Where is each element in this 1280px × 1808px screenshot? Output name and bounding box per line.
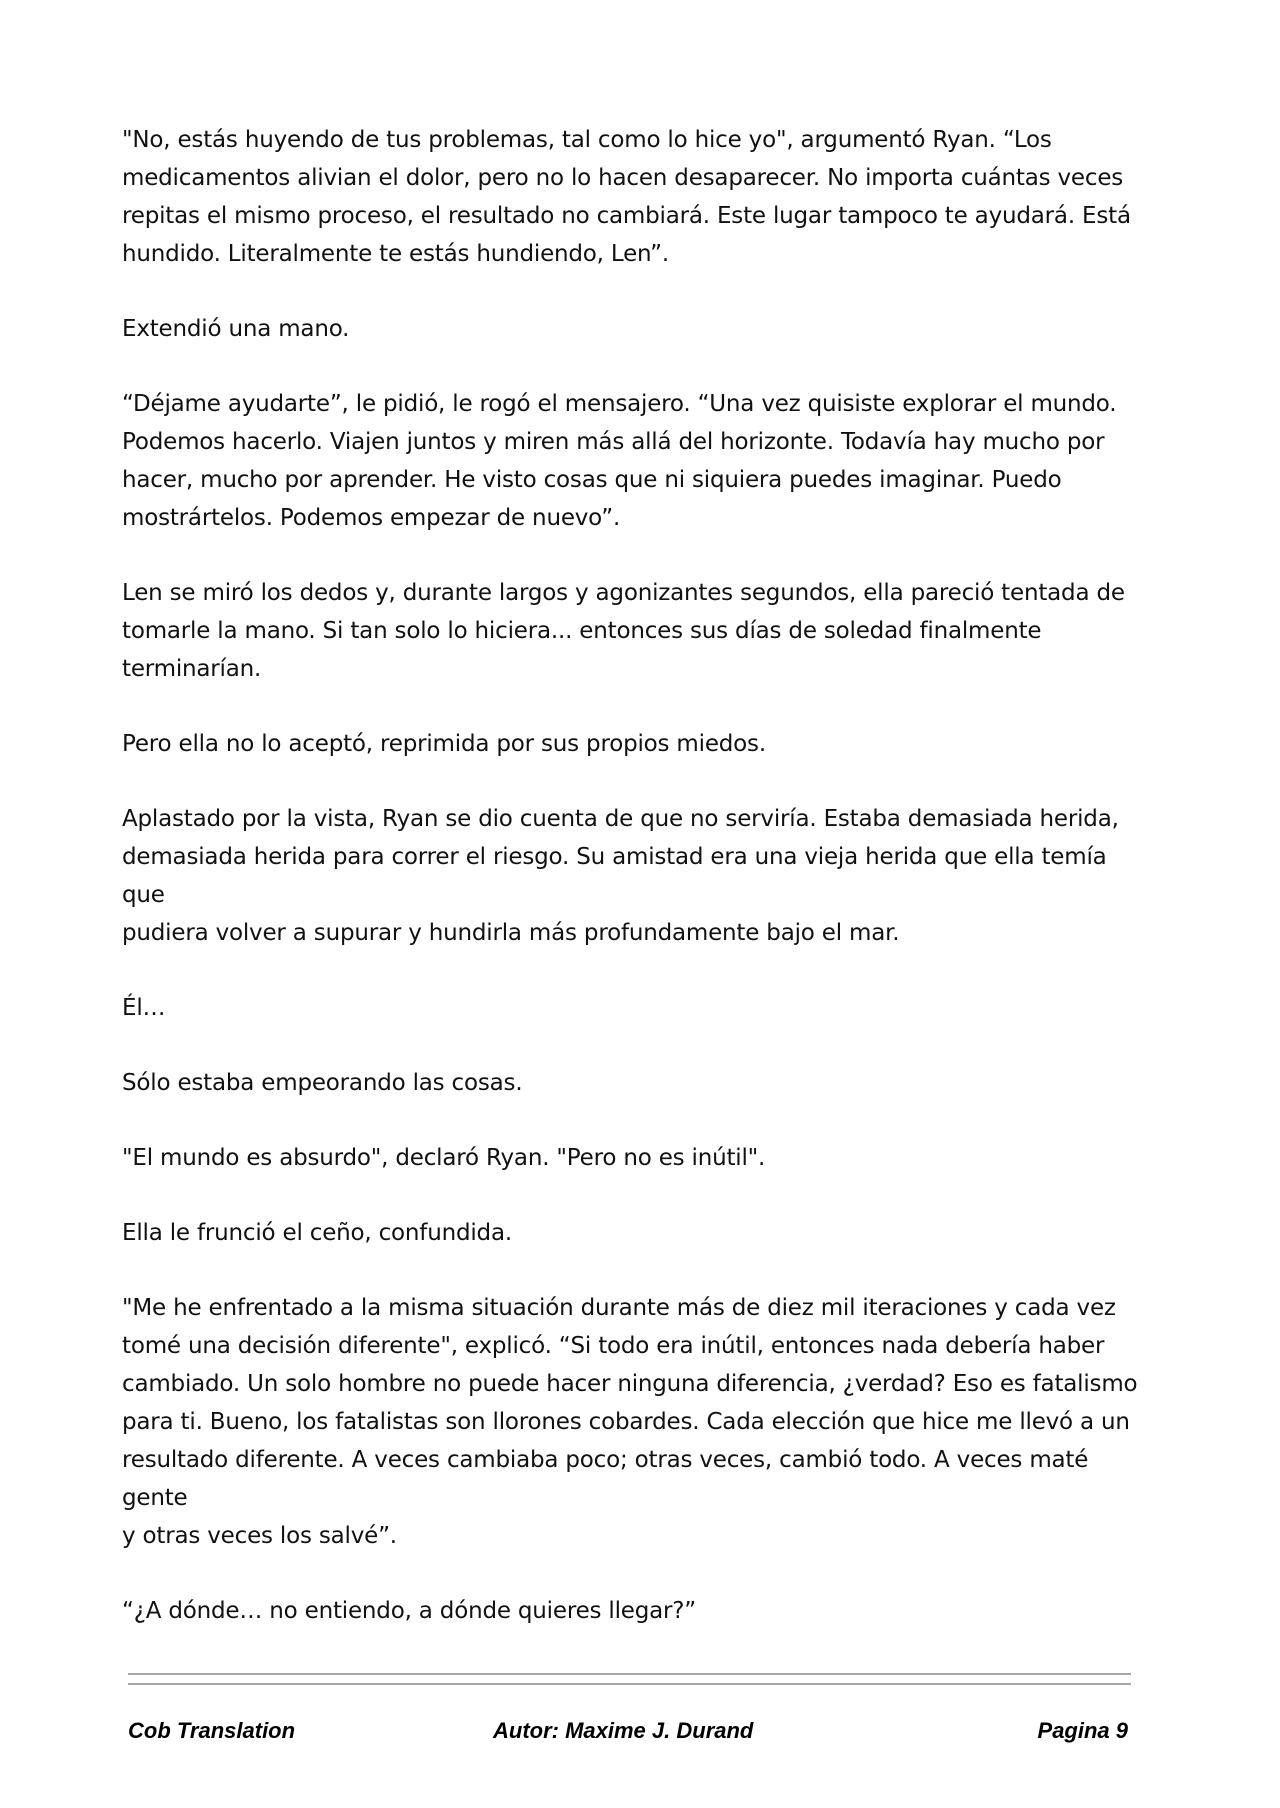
paragraph: “Déjame ayudarte”, le pidió, le rogó el mensajero. “Una vez quisiste explorar el mundo. Podemos hacerlo. Viajen juntos y miren más allá del horizonte. Todavía hay mucho por hacer, mucho por aprender. He visto cosas que ni siquiera puedes imaginar. Puedo mostrártelos. Podemos empezar de nuevo”.: [122, 391, 1117, 531]
footer-divider-top: [128, 1673, 1131, 1675]
paragraph: Len se miró los dedos y, durante largos y agonizantes segundos, ella pareció tentada de tomarle la mano. Si tan solo lo hiciera... entonces sus días de soledad finalmente terminarían.: [122, 580, 1125, 682]
footer-divider-bottom: [128, 1683, 1131, 1685]
footer-author: Autor: Maxime J. Durand: [493, 1718, 754, 1743]
footer-translator: Cob Translation: [128, 1718, 296, 1743]
paragraph: Él…: [122, 995, 166, 1021]
paragraph: "No, estás huyendo de tus problemas, tal como lo hice yo", argumentó Ryan. “Los medicamentos alivian el dolor, pero no lo hacen desaparecer. No importa cuántas veces repitas el mismo proceso, el resultado no cambiará. Este lugar tampoco te ayudará. Está hundido. Literalmente te estás hundiendo, Len”.: [122, 127, 1131, 267]
paragraph: “¿A dónde… no entiendo, a dónde quieres llegar?”: [122, 1598, 697, 1624]
paragraph: "El mundo es absurdo", declaró Ryan. "Pero no es inútil".: [122, 1145, 766, 1171]
paragraph: Ella le frunció el ceño, confundida.: [122, 1220, 512, 1246]
paragraph: Aplastado por la vista, Ryan se dio cuenta de que no serviría. Estaba demasiada herida, demasiada herida para correr el riesgo. Su amistad era una vieja herida que ella temía que pudiera volver a supurar y hundirla más profundamente bajo el mar.: [122, 806, 1119, 946]
footer-page-number: Pagina 9: [1037, 1718, 1128, 1743]
paragraph: Pero ella no lo aceptó, reprimida por sus propios miedos.: [122, 731, 766, 757]
paragraph: Sólo estaba empeorando las cosas.: [122, 1070, 523, 1096]
paragraph: "Me he enfrentado a la misma situación durante más de diez mil iteraciones y cada vez tomé una decisión diferente", explicó. “Si todo era inútil, entonces nada debería haber cambiado. Un solo hombre no puede hacer ninguna diferencia, ¿verdad? Eso es fatalismo para ti. Bueno, los fatalistas son llorones cobardes. Cada elección que hice me llevó a un resultado diferente. A veces cambiaba poco; otras veces, cambió todo. A veces maté gente y otras veces los salvé”.: [122, 1295, 1138, 1549]
paragraph: Extendió una mano.: [122, 316, 350, 342]
body-text: [122, 121, 1142, 1667]
